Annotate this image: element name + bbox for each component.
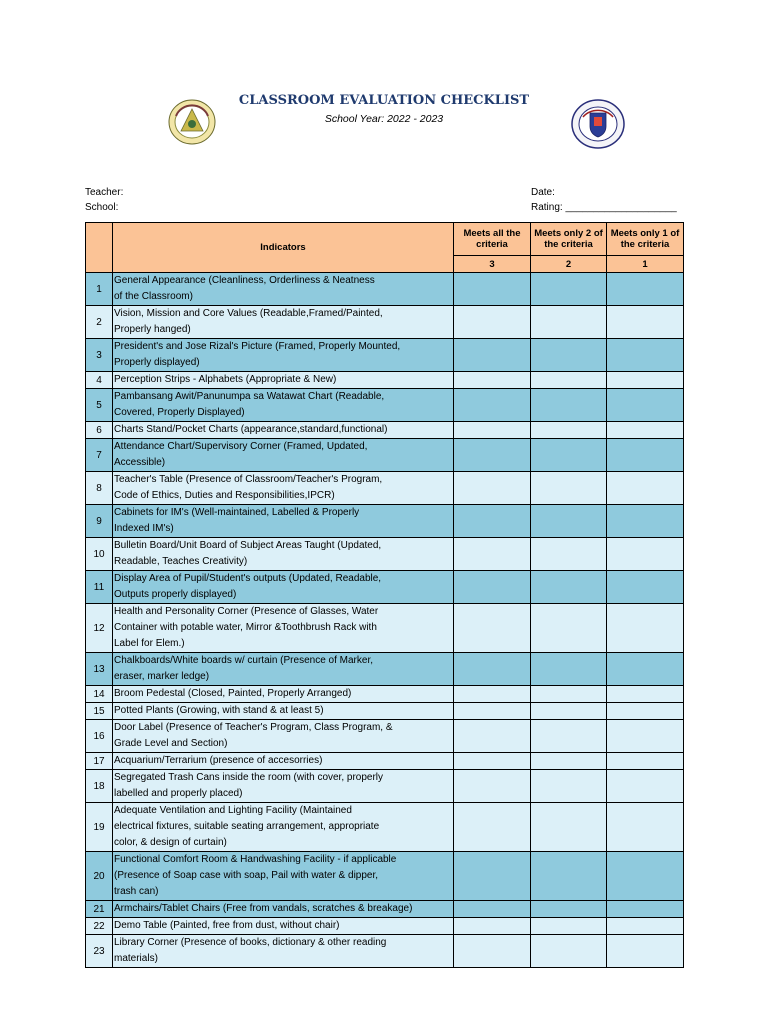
row-number: 22 xyxy=(86,918,113,935)
row-number: 2 xyxy=(86,306,113,339)
table-row xyxy=(86,918,684,935)
rating-cell-1[interactable] xyxy=(607,852,684,901)
indicator-text: General Appearance (Cleanliness, Orderliness & Neatness of the Classroom) xyxy=(113,273,454,306)
indicator-text: Perception Strips - Alphabets (Appropriate & New) xyxy=(113,372,454,389)
indicator-text: Pambansang Awit/Panunumpa sa Watawat Chart (Readable, Covered, Properly Displayed) xyxy=(113,389,454,422)
row-number: 13 xyxy=(86,653,113,686)
rating-cell-2[interactable] xyxy=(531,770,607,803)
rating-cell-2[interactable] xyxy=(531,439,607,472)
table-row xyxy=(86,753,684,770)
rating-cell-1[interactable] xyxy=(607,571,684,604)
rating-cell-1[interactable] xyxy=(607,339,684,372)
rating-cell-3[interactable] xyxy=(454,770,531,803)
indicator-text: Broom Pedestal (Closed, Painted, Properly Arranged) xyxy=(113,686,454,703)
rating-cell-2[interactable] xyxy=(531,389,607,422)
table-row xyxy=(86,273,684,306)
rating-cell-3[interactable] xyxy=(454,703,531,720)
rating-cell-2[interactable] xyxy=(531,852,607,901)
header-meets-one: Meets only 1 of the criteria xyxy=(607,223,684,256)
rating-cell-2[interactable] xyxy=(531,753,607,770)
rating-cell-1[interactable] xyxy=(607,753,684,770)
indicator-text: Bulletin Board/Unit Board of Subject Areas Taught (Updated, Readable, Teaches Creativity) xyxy=(113,538,454,571)
rating-cell-2[interactable] xyxy=(531,571,607,604)
score-2: 2 xyxy=(531,256,607,273)
rating-cell-2[interactable] xyxy=(531,935,607,968)
rating-cell-1[interactable] xyxy=(607,538,684,571)
rating-cell-3[interactable] xyxy=(454,803,531,852)
table-row xyxy=(86,703,684,720)
rating-cell-3[interactable] xyxy=(454,571,531,604)
rating-cell-3[interactable] xyxy=(454,339,531,372)
rating-cell-1[interactable] xyxy=(607,505,684,538)
rating-cell-2[interactable] xyxy=(531,505,607,538)
rating-cell-3[interactable] xyxy=(454,472,531,505)
rating-cell-1[interactable] xyxy=(607,273,684,306)
rating-cell-3[interactable] xyxy=(454,720,531,753)
indicator-text: President's and Jose Rizal's Picture (Framed, Properly Mounted, Properly displayed) xyxy=(113,339,454,372)
table-row xyxy=(86,472,684,505)
table-row xyxy=(86,538,684,571)
rating-cell-2[interactable] xyxy=(531,538,607,571)
row-number: 19 xyxy=(86,803,113,852)
table-row xyxy=(86,935,684,968)
table-row xyxy=(86,439,684,472)
rating-cell-2[interactable] xyxy=(531,703,607,720)
rating-cell-2[interactable] xyxy=(531,372,607,389)
rating-cell-3[interactable] xyxy=(454,372,531,389)
table-row xyxy=(86,770,684,803)
header-number-cell xyxy=(86,223,113,273)
row-number: 16 xyxy=(86,720,113,753)
rating-cell-1[interactable] xyxy=(607,604,684,653)
rating-cell-1[interactable] xyxy=(607,720,684,753)
table-row xyxy=(86,604,684,653)
rating-cell-3[interactable] xyxy=(454,505,531,538)
indicator-text: Charts Stand/Pocket Charts (appearance,standard,functional) xyxy=(113,422,454,439)
indicator-text: Health and Personality Corner (Presence of Glasses, Water Container with potable water, Mirror &Toothbrush Rack with Label for Elem.) xyxy=(113,604,454,653)
rating-cell-3[interactable] xyxy=(454,686,531,703)
table-row xyxy=(86,422,684,439)
row-number: 1 xyxy=(86,273,113,306)
rating-cell-1[interactable] xyxy=(607,422,684,439)
indicator-text: Segregated Trash Cans inside the room (with cover, properly labelled and properly placed) xyxy=(113,770,454,803)
indicator-text: Armchairs/Tablet Chairs (Free from vandals, scratches & breakage) xyxy=(113,901,454,918)
table-row xyxy=(86,901,684,918)
table-row xyxy=(86,372,684,389)
row-number: 3 xyxy=(86,339,113,372)
rating-cell-1[interactable] xyxy=(607,686,684,703)
indicator-text: Potted Plants (Growing, with stand & at least 5) xyxy=(113,703,454,720)
indicator-text: Door Label (Presence of Teacher's Program, Class Program, & Grade Level and Section) xyxy=(113,720,454,753)
row-number: 21 xyxy=(86,901,113,918)
score-3: 3 xyxy=(454,256,531,273)
rating-cell-3[interactable] xyxy=(454,538,531,571)
table-row xyxy=(86,571,684,604)
rating-cell-1[interactable] xyxy=(607,653,684,686)
indicator-text: Library Corner (Presence of books, dictionary & other reading materials) xyxy=(113,935,454,968)
rating-cell-3[interactable] xyxy=(454,918,531,935)
rating-cell-2[interactable] xyxy=(531,422,607,439)
table-row xyxy=(86,339,684,372)
rating-cell-1[interactable] xyxy=(607,901,684,918)
teacher-label: Teacher: xyxy=(85,187,124,198)
rating-cell-3[interactable] xyxy=(454,935,531,968)
evaluation-table xyxy=(85,222,684,968)
indicator-text: Demo Table (Painted, free from dust, without chair) xyxy=(113,918,454,935)
deped-seal-logo xyxy=(571,99,625,149)
rating-cell-2[interactable] xyxy=(531,273,607,306)
rating-cell-1[interactable] xyxy=(607,439,684,472)
school-year: School Year: 2022 - 2023 xyxy=(324,113,444,125)
rating-cell-3[interactable] xyxy=(454,901,531,918)
table-row xyxy=(86,720,684,753)
rating-cell-2[interactable] xyxy=(531,720,607,753)
rating-cell-1[interactable] xyxy=(607,803,684,852)
rating-cell-3[interactable] xyxy=(454,753,531,770)
rating-cell-2[interactable] xyxy=(531,653,607,686)
rating-label: Rating: ____________________ xyxy=(531,202,677,213)
rating-cell-1[interactable] xyxy=(607,389,684,422)
indicator-text: Adequate Ventilation and Lighting Facility (Maintained electrical fixtures, suitable seating arrangement, appropriate color, & design of curtain) xyxy=(113,803,454,852)
row-number: 4 xyxy=(86,372,113,389)
row-number: 9 xyxy=(86,505,113,538)
rating-cell-1[interactable] xyxy=(607,918,684,935)
rating-cell-2[interactable] xyxy=(531,472,607,505)
row-number: 23 xyxy=(86,935,113,968)
row-number: 12 xyxy=(86,604,113,653)
rating-cell-1[interactable] xyxy=(607,372,684,389)
indicator-text: Chalkboards/White boards w/ curtain (Presence of Marker, eraser, marker ledge) xyxy=(113,653,454,686)
rating-cell-3[interactable] xyxy=(454,306,531,339)
header-meets-two: Meets only 2 of the criteria xyxy=(531,223,607,256)
rating-cell-3[interactable] xyxy=(454,852,531,901)
rating-cell-3[interactable] xyxy=(454,422,531,439)
table-row xyxy=(86,306,684,339)
rating-cell-2[interactable] xyxy=(531,803,607,852)
rating-cell-2[interactable] xyxy=(531,339,607,372)
row-number: 20 xyxy=(86,852,113,901)
indicator-text: Attendance Chart/Supervisory Corner (Framed, Updated, Accessible) xyxy=(113,439,454,472)
date-label: Date: xyxy=(531,187,555,198)
rating-cell-1[interactable] xyxy=(607,703,684,720)
rating-cell-2[interactable] xyxy=(531,306,607,339)
row-number: 5 xyxy=(86,389,113,422)
table-row xyxy=(86,653,684,686)
score-1: 1 xyxy=(607,256,684,273)
row-number: 10 xyxy=(86,538,113,571)
row-number: 17 xyxy=(86,753,113,770)
table-row xyxy=(86,803,684,852)
rating-cell-1[interactable] xyxy=(607,770,684,803)
table-row xyxy=(86,505,684,538)
indicator-text: Functional Comfort Room & Handwashing Facility - if applicable (Presence of Soap case with soap, Pail with water & dipper, trash can) xyxy=(113,852,454,901)
row-number: 15 xyxy=(86,703,113,720)
indicator-text: Teacher's Table (Presence of Classroom/Teacher's Program, Code of Ethics, Duties and Responsibilities,IPCR) xyxy=(113,472,454,505)
row-number: 8 xyxy=(86,472,113,505)
row-number: 6 xyxy=(86,422,113,439)
indicator-text: Vision, Mission and Core Values (Readable,Framed/Painted, Properly hanged) xyxy=(113,306,454,339)
indicator-text: Acquarium/Terrarium (presence of accesorries) xyxy=(113,753,454,770)
row-number: 18 xyxy=(86,770,113,803)
rating-cell-1[interactable] xyxy=(607,472,684,505)
table-row xyxy=(86,389,684,422)
table-row xyxy=(86,686,684,703)
rating-cell-2[interactable] xyxy=(531,686,607,703)
rating-cell-3[interactable] xyxy=(454,389,531,422)
rating-cell-3[interactable] xyxy=(454,439,531,472)
indicator-text: Cabinets for IM's (Well-maintained, Labelled & Properly Indexed IM's) xyxy=(113,505,454,538)
header-meets-all: Meets all the criteria xyxy=(454,223,531,256)
rating-cell-3[interactable] xyxy=(454,653,531,686)
row-number: 11 xyxy=(86,571,113,604)
rating-cell-3[interactable] xyxy=(454,273,531,306)
school-label: School: xyxy=(85,202,119,213)
rating-cell-2[interactable] xyxy=(531,604,607,653)
rating-cell-1[interactable] xyxy=(607,935,684,968)
row-number: 14 xyxy=(86,686,113,703)
indicator-text: Display Area of Pupil/Student's outputs (Updated, Readable, Outputs properly displayed) xyxy=(113,571,454,604)
rating-cell-2[interactable] xyxy=(531,901,607,918)
page-title: CLASSROOM EVALUATION CHECKLIST xyxy=(238,93,530,108)
rating-cell-1[interactable] xyxy=(607,306,684,339)
header-indicators: Indicators xyxy=(113,223,454,273)
row-number: 7 xyxy=(86,439,113,472)
rating-cell-2[interactable] xyxy=(531,918,607,935)
rating-cell-3[interactable] xyxy=(454,604,531,653)
table-row xyxy=(86,852,684,901)
